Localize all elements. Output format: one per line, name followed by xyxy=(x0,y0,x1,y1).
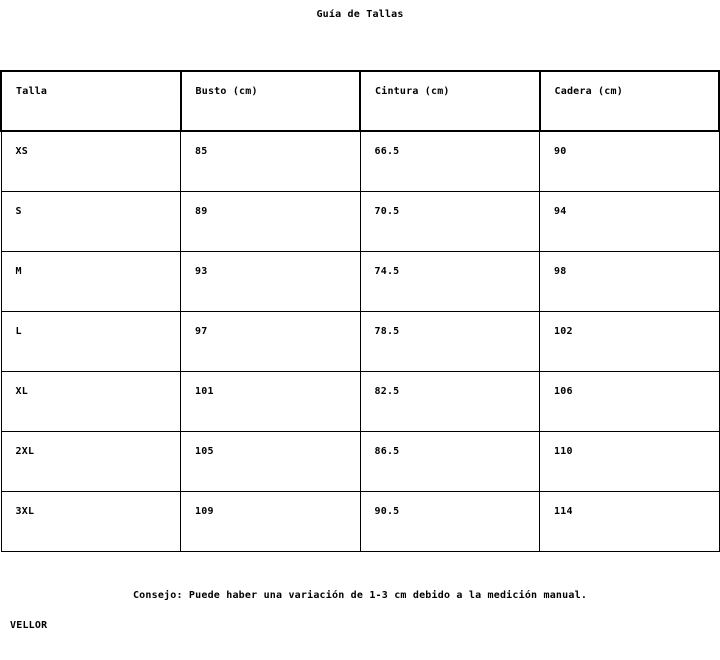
cell-size: 2XL xyxy=(1,431,181,491)
cell-bust: 89 xyxy=(181,191,361,251)
cell-hip: 90 xyxy=(540,131,720,191)
cell-size: XL xyxy=(1,371,181,431)
cell-size: L xyxy=(1,311,181,371)
cell-hip: 114 xyxy=(540,491,720,551)
header-bust: Busto (cm) xyxy=(181,71,361,131)
cell-bust: 109 xyxy=(181,491,361,551)
cell-size: XS xyxy=(1,131,181,191)
table-row xyxy=(1,131,719,191)
cell-size: S xyxy=(1,191,181,251)
table-header-row xyxy=(1,71,719,131)
brand-name: VELLOR xyxy=(10,620,48,631)
cell-waist: 86.5 xyxy=(360,431,540,491)
cell-hip: 94 xyxy=(540,191,720,251)
table-row xyxy=(1,251,719,311)
cell-size: 3XL xyxy=(1,491,181,551)
cell-waist: 82.5 xyxy=(360,371,540,431)
cell-size: M xyxy=(1,251,181,311)
cell-waist: 70.5 xyxy=(360,191,540,251)
measurement-tip: Consejo: Puede haber una variación de 1-3 cm debido a la medición manual. xyxy=(132,590,588,601)
table-row xyxy=(1,431,719,491)
table-row xyxy=(1,191,719,251)
cell-hip: 110 xyxy=(540,431,720,491)
table-row xyxy=(1,311,719,371)
cell-bust: 93 xyxy=(181,251,361,311)
cell-hip: 98 xyxy=(540,251,720,311)
table-row xyxy=(1,371,719,431)
header-hip: Cadera (cm) xyxy=(540,71,720,131)
header-size: Talla xyxy=(1,71,181,131)
cell-hip: 102 xyxy=(540,311,720,371)
size-chart-table xyxy=(0,70,720,552)
table-row xyxy=(1,491,719,551)
cell-bust: 105 xyxy=(181,431,361,491)
page-title: Guía de Tallas xyxy=(316,9,404,20)
header-waist: Cintura (cm) xyxy=(360,71,540,131)
cell-waist: 74.5 xyxy=(360,251,540,311)
cell-waist: 66.5 xyxy=(360,131,540,191)
cell-bust: 101 xyxy=(181,371,361,431)
cell-waist: 78.5 xyxy=(360,311,540,371)
cell-bust: 85 xyxy=(181,131,361,191)
cell-waist: 90.5 xyxy=(360,491,540,551)
cell-bust: 97 xyxy=(181,311,361,371)
cell-hip: 106 xyxy=(540,371,720,431)
